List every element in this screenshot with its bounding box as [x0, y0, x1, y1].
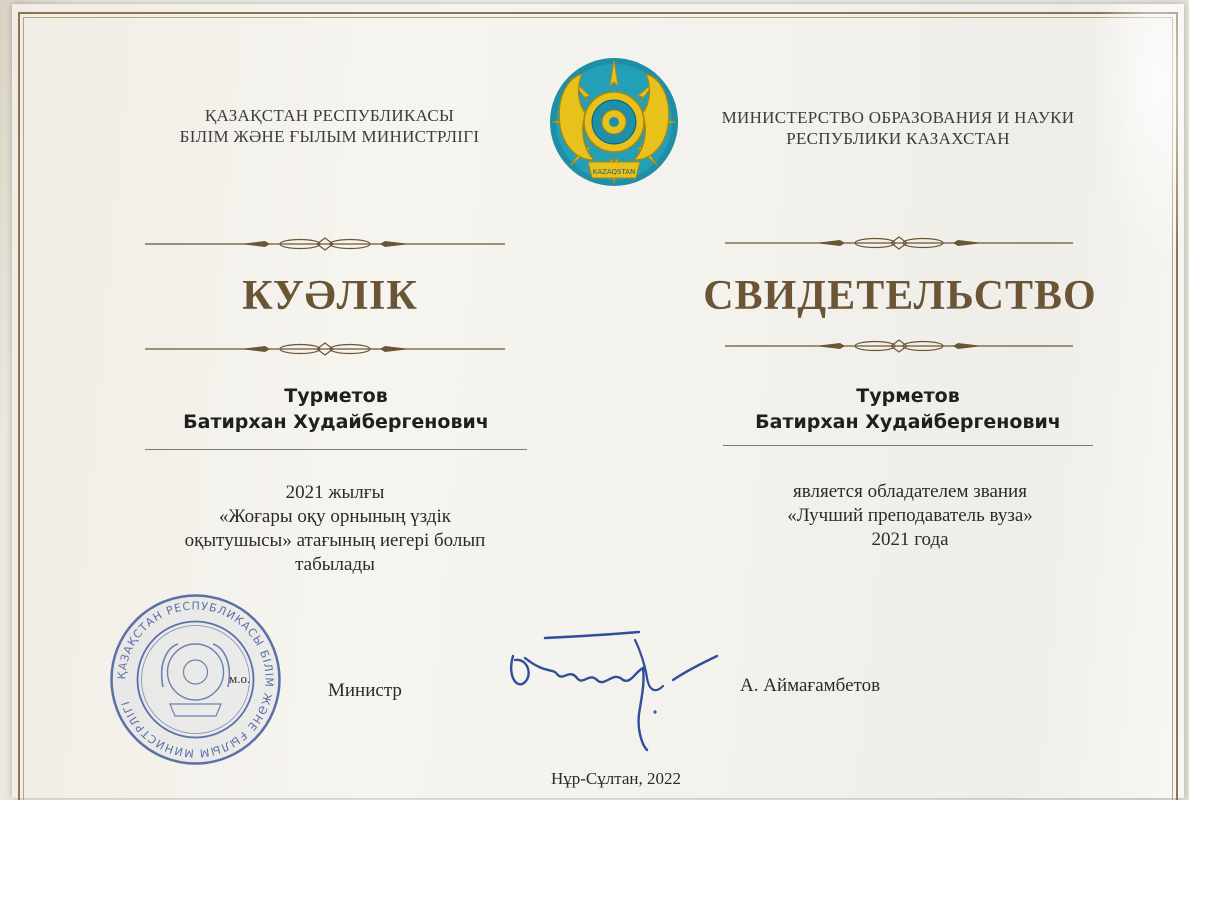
signatory-role: Министр — [328, 680, 402, 701]
name-underline-kz — [145, 449, 527, 450]
description-kz-line1: 2021 жылғы — [285, 482, 385, 503]
seal-ring-text: ҚАЗАҚСТАН РЕСПУБЛИКАСЫ БІЛІМ ЖӘНЕ ҒЫЛЫМ МИНИСТРЛІГІ — [115, 599, 276, 760]
emblem-label: KAZAQSTAN — [592, 168, 636, 176]
ornament-ru-top — [725, 236, 1073, 250]
ornament-kz-bottom — [145, 342, 505, 356]
minister-name: А. Аймағамбетов — [740, 675, 881, 696]
header-kz-line2: БІЛІМ ЖӘНЕ ҒЫЛЫМ МИНИСТРЛІГІ — [179, 127, 480, 146]
place-and-year: Нұр-Сұлтан, 2022 — [550, 769, 682, 788]
ornament-kz-top — [145, 237, 505, 251]
recipient-given-ru: Батирхан Худайбергенович — [755, 411, 1061, 433]
description-kz-line3: оқытушысы» атағының иегері болып — [184, 530, 486, 551]
ornament-ru-bottom — [725, 339, 1073, 353]
recipient-given-kz: Батирхан Худайбергенович — [183, 411, 489, 433]
description-kz-line2: «Жоғары оқу орнының үздік — [219, 506, 451, 527]
stamp-mark-label: м.о. — [229, 671, 251, 686]
description-kz — [135, 481, 535, 577]
official-seal-icon — [108, 592, 283, 767]
header-kz — [142, 105, 517, 147]
title-kz: КУӘЛІК — [242, 273, 418, 319]
description-ru-line1: является обладателем звания — [793, 481, 1027, 502]
header-ru — [702, 107, 1094, 149]
recipient-surname-ru: Турметов — [856, 385, 960, 407]
recipient-name-ru — [723, 383, 1093, 435]
description-ru-line2: «Лучший преподаватель вуза» — [787, 505, 1033, 526]
glare — [1094, 4, 1184, 264]
handwritten-signature — [505, 628, 735, 753]
description-ru — [740, 480, 1080, 552]
title-ru: СВИДЕТЕЛЬСТВО — [703, 273, 1097, 319]
name-underline-ru — [723, 445, 1093, 446]
description-kz-line4: табылады — [295, 554, 375, 575]
header-ru-line1: МИНИСТЕРСТВО ОБРАЗОВАНИЯ И НАУКИ — [721, 108, 1075, 127]
recipient-surname-kz: Турметов — [284, 385, 388, 407]
header-ru-line2: РЕСПУБЛИКИ КАЗАХСТАН — [786, 129, 1010, 148]
header-kz-line1: ҚАЗАҚСТАН РЕСПУБЛИКАСЫ — [204, 106, 455, 125]
kazakhstan-state-emblem-icon — [548, 56, 680, 192]
recipient-name-kz — [145, 383, 527, 435]
description-ru-line3: 2021 года — [871, 529, 949, 550]
